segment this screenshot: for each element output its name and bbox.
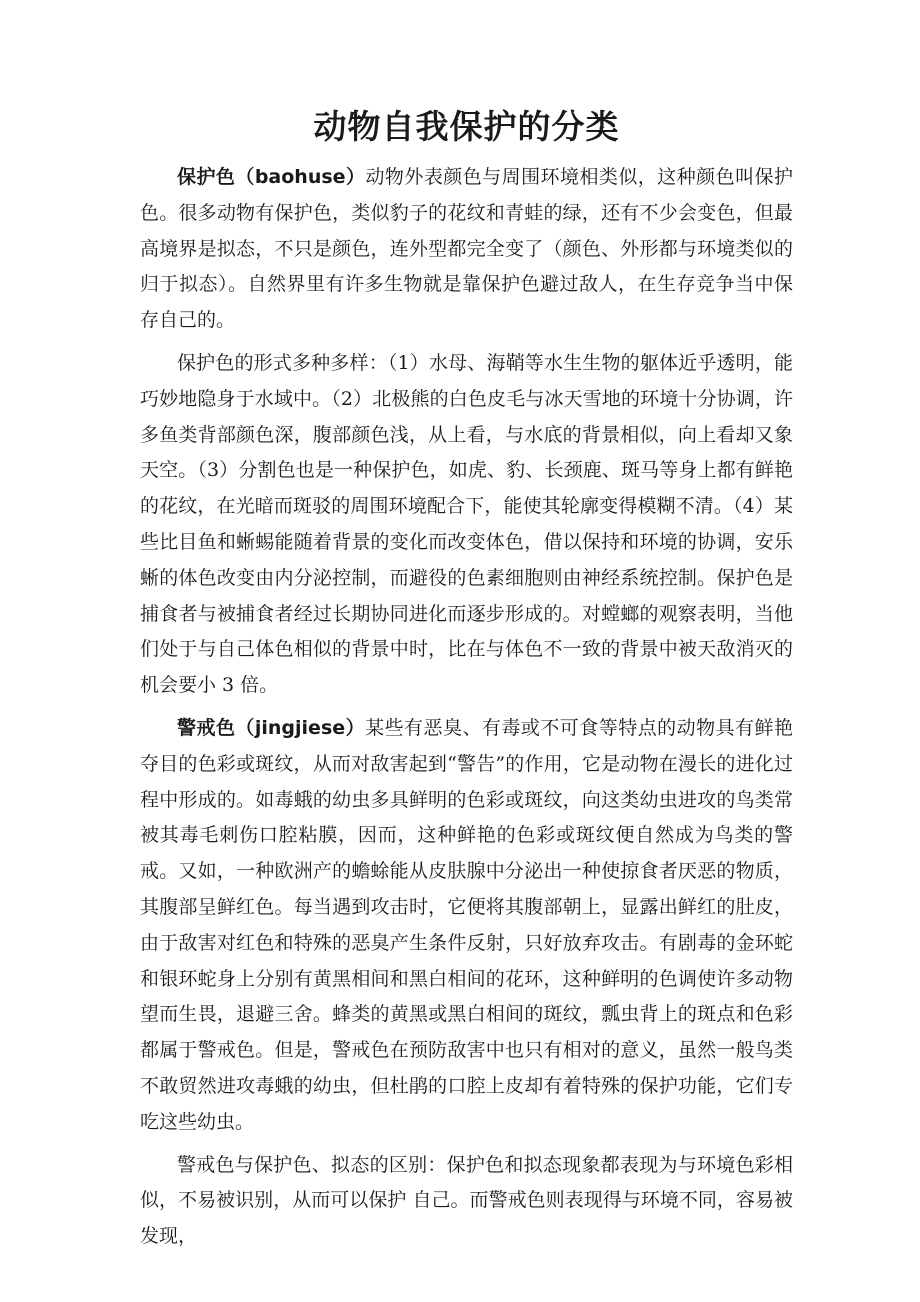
paragraph-protective-color-forms [140, 346, 793, 704]
paragraph-difference [140, 1148, 793, 1255]
document-title: 动物自我保护的分类 [313, 107, 620, 146]
paragraph-text: 某些有恶臭、有毒或不可食等特点的动物具有鲜艳夺目的色彩或斑纹，从而对敌害起到“警告”的作用，它是动物在漫长的进化过程中形成的。如毒蛾的幼虫多具鲜明的色彩或斑纹，向这类幼虫进攻的鸟类常被其毒毛刺伤口腔粘膜，因而，这种鲜艳的色彩或斑纹便自然成为鸟类的警戒。又如，一种欧洲产的蟾蜍能从皮肤腺中分泌出一种使掠食者厌恶的物质，其腹部呈鲜红色。每当遇到攻击时，它便将其腹部朝上，显露出鲜红的肚皮，由于敌害对红色和特殊的恶臭产生条件反射，只好放弃攻击。有剧毒的金环蛇和银环蛇身上分别有黄黑相间和黑白相间的花环，这种鲜明的色调使许多动物望而生畏，退避三舍。蜂类的黄黑或黑白相间的斑纹，瓢虫背上的斑点和色彩都属于警戒色。但是，警戒色在预防敌害中也只有相对的意义，虽然一般鸟类不敢贸然进攻毒蛾的幼虫，但杜鹃的口腔上皮却有着特殊的保护功能，它们专吃这些幼虫。 [140, 716, 793, 1133]
term-warning-color: 警戒色（jingjiese） [177, 716, 366, 739]
paragraph-protective-color [140, 160, 793, 339]
paragraph-warning-color [140, 711, 793, 1141]
paragraph-text: 警戒色与保护色、拟态的区别：保护色和拟态现象都表现为与环境色彩相似，不易被识别，从而可以保护 自己。而警戒色则表现得与环境不同，容易被发现， [140, 1153, 793, 1248]
term-protective-color: 保护色（baohuse） [177, 166, 366, 188]
paragraph-text: 保护色的形式多种多样：（1）水母、海鞘等水生生物的躯体近乎透明，能巧妙地隐身于水域中。（2）北极熊的白色皮毛与冰天雪地的环境十分协调，许多鱼类背部颜色深，腹部颜色浅，从上看，与水底的背景相似，向上看却又象天空。（3）分割色也是一种保护色，如虎、豹、长颈鹿、斑马等身上都有鲜艳的花纹，在光暗而斑驳的周围环境配合下，能使其轮廓变得模糊不清。（4）某些比目鱼和蜥蜴能随着背景的变化而改变体色，借以保持和环境的协调，安乐蜥的体色改变由内分泌控制，而避役的色素细胞则由神经系统控制。保护色是捕食者与被捕食者经过长期协同进化而逐步形成的。对螳螂的观察表明，当他们处于与自己体色相似的背景中时，比在与体色不一致的背景中被天敌消灭的机会要小 3 倍。 [140, 351, 793, 697]
paragraph-text: 动物外表颜色与周围环境相类似，这种颜色叫保护色。很多动物有保护色，类似豹子的花纹和青蛙的绿，还有不少会变色，但最高境界是拟态，不只是颜色，连外型都完全变了（颜色、外形都与环境类似的归于拟态）。自然界里有许多生物就是靠保护色避过敌人，在生存竞争当中保存自己的。 [140, 166, 793, 332]
document-page [140, 100, 793, 1262]
